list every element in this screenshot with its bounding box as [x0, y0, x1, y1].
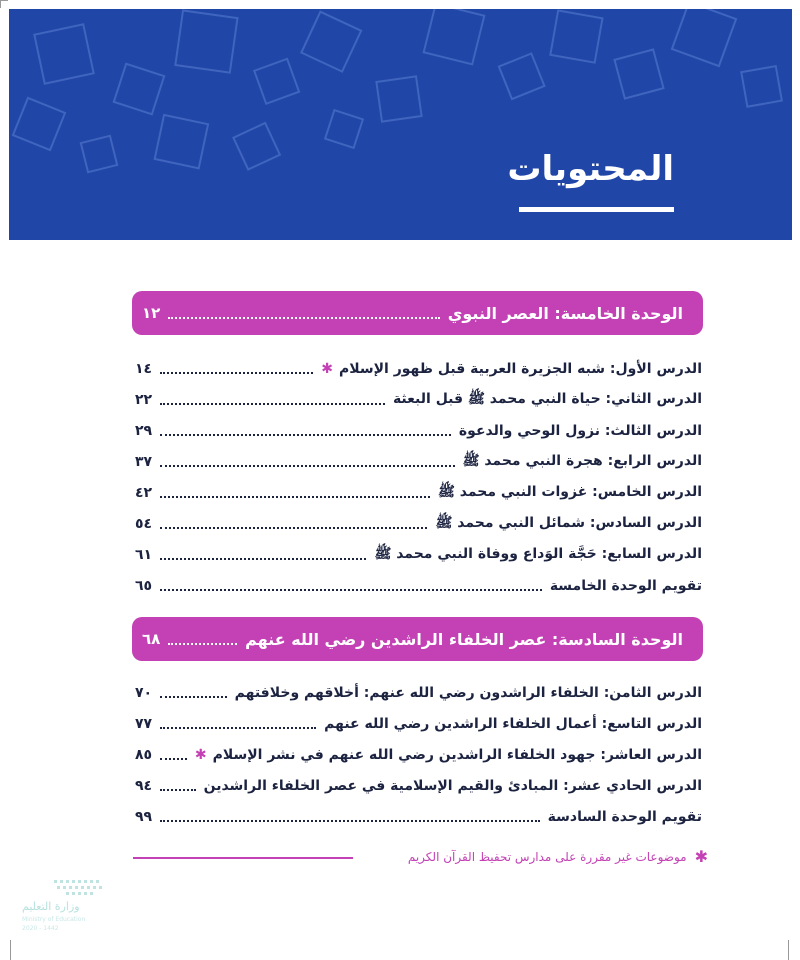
crop-mark [0, 0, 1, 8]
leader-dots [160, 395, 385, 405]
logo-year: 2020 - 1442 [22, 925, 59, 932]
header-banner [9, 9, 792, 240]
leader-dots [160, 812, 540, 822]
unit-title: الوحدة الخامسة: العصر النبوي [447, 303, 683, 323]
toc-row[interactable] [135, 357, 702, 381]
leader-dots [160, 457, 454, 467]
toc-row[interactable] [135, 712, 702, 736]
lesson-title: الدرس الثالث: نزول الوحي والدعوة [458, 423, 702, 439]
leader-dots [160, 781, 196, 791]
page-number: ٧٧ [135, 716, 153, 732]
page-number: ٦٨ [142, 630, 161, 648]
footnote-line [133, 857, 353, 859]
page-number: ٤٢ [135, 485, 153, 501]
logo-subtitle: Ministry of Education [22, 916, 86, 923]
toc-row[interactable] [135, 388, 702, 412]
lesson-title: الدرس السابع: حَجَّة الوَداع ووفاة النبي محمد ﷺ [374, 546, 702, 562]
leader-dots [168, 633, 237, 645]
toc-row[interactable] [135, 805, 702, 829]
lesson-title: الدرس الثامن: الخلفاء الراشدون رضي الله عنهم: أخلاقهم وخلافتهم [234, 685, 702, 701]
crop-mark [788, 940, 789, 960]
crop-mark [10, 940, 11, 960]
page-title: المحتويات [507, 149, 674, 189]
crop-mark [0, 0, 8, 1]
leader-dots [160, 426, 451, 436]
toc-row[interactable] [135, 450, 702, 474]
leader-dots [160, 519, 427, 529]
leader-dots [160, 581, 542, 591]
leader-dots [160, 688, 227, 698]
page-number: ١٤ [135, 361, 153, 377]
toc-row[interactable] [135, 774, 702, 798]
star-icon: ✱ [694, 847, 708, 866]
star-icon: ✱ [194, 747, 207, 763]
page-number: ٢٢ [135, 392, 153, 408]
leader-dots [160, 364, 313, 374]
page-number: ٦١ [135, 547, 153, 563]
lesson-title: الدرس العاشر: جهود الخلفاء الراشدين رضي الله عنهم في نشر الإسلام [212, 747, 702, 763]
leader-dots [160, 488, 430, 498]
lesson-title: الدرس الخامس: غزوات النبي محمد ﷺ [438, 484, 702, 500]
leader-dots [160, 719, 316, 729]
title-underline [519, 207, 674, 212]
page-number: ٨٥ [135, 747, 153, 763]
toc-row[interactable] [135, 512, 702, 536]
header-pattern [9, 9, 792, 240]
unit-5-header[interactable] [132, 291, 703, 335]
lesson-title: الدرس الحادي عشر: المبادئ والقيم الإسلامية في عصر الخلفاء الراشدين [203, 778, 702, 794]
footnote [408, 847, 708, 866]
star-icon: ✱ [321, 361, 333, 377]
page-number: ١٢ [142, 304, 161, 322]
footnote-text: موضوعات غير مقررة على مدارس تحفيظ القرآن الكريم [407, 849, 687, 864]
toc-row[interactable] [135, 481, 702, 505]
page-number: ٣٧ [135, 454, 153, 470]
logo-dots-icon [14, 878, 114, 900]
leader-dots [160, 550, 366, 560]
lesson-title: الدرس السادس: شمائل النبي محمد ﷺ [435, 515, 702, 531]
toc-row[interactable] [135, 419, 702, 443]
page-number: ٢٩ [135, 423, 153, 439]
unit-6-header[interactable] [132, 617, 703, 661]
ministry-logo [14, 878, 114, 938]
lesson-title: تقويم الوحدة الخامسة [549, 578, 702, 594]
lesson-title: الدرس الرابع: هجرة النبي محمد ﷺ [462, 453, 702, 469]
leader-dots [168, 307, 439, 319]
lesson-title: الدرس التاسع: أعمال الخلفاء الراشدين رضي الله عنهم [324, 716, 702, 732]
lesson-title: الدرس الأول: شبه الجزيرة العربية قبل ظهور الإسلام [338, 361, 702, 377]
page-number: ٥٤ [135, 516, 153, 532]
toc-row[interactable] [135, 681, 702, 705]
toc-row[interactable] [135, 574, 702, 598]
toc-row[interactable] [135, 743, 702, 767]
page-number: ٧٠ [135, 685, 153, 701]
lesson-title: تقويم الوحدة السادسة [547, 809, 702, 825]
page-number: ٩٤ [135, 778, 153, 794]
toc-row[interactable] [135, 543, 702, 567]
page-number: ٦٥ [135, 578, 153, 594]
logo-name: وزارة التعليم [22, 900, 80, 913]
leader-dots [160, 750, 187, 760]
unit-title: الوحدة السادسة: عصر الخلفاء الراشدين رضي الله عنهم [245, 629, 683, 649]
page-number: ٩٩ [135, 809, 153, 825]
lesson-title: الدرس الثاني: حياة النبي محمد ﷺ قبل البعثة [392, 391, 702, 407]
